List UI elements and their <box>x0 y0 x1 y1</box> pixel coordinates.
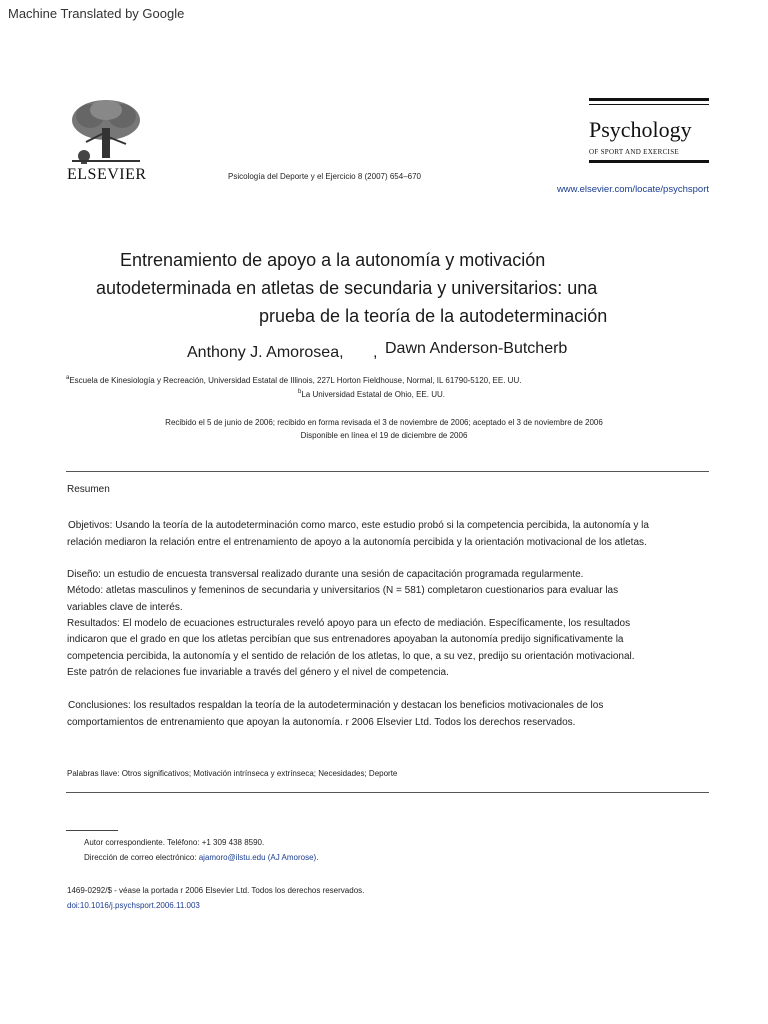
abstract-method-line: variables clave de interés. <box>67 602 183 613</box>
publisher-wordmark: ELSEVIER <box>67 166 147 183</box>
logo-rule-top-thin <box>589 104 709 105</box>
author-separator: , <box>373 344 378 361</box>
affiliation-text: La Universidad Estatal de Ohio, EE. UU. <box>301 390 445 399</box>
logo-rule-bottom <box>589 160 709 163</box>
title-line: prueba de la teoría de la autodeterminación <box>259 306 608 326</box>
journal-logo-subtitle: OF SPORT AND EXERCISE <box>589 148 679 156</box>
journal-citation: Psicología del Deporte y el Ejercicio 8 (2007) 654–670 <box>228 172 422 181</box>
abstract-conclusions-line: comportamientos de entrenamiento que apoyan la autonomía. r 2006 Elsevier Ltd. Todos los derechos reservados. <box>67 717 576 728</box>
divider <box>66 792 709 793</box>
doi-link[interactable]: doi:10.1016/j.psychsport.2006.11.003 <box>67 901 200 910</box>
abstract-method-line: Método: atletas masculinos y femeninos de secundaria y universitarios (N = 581) completaron cuestionarios para evaluar las <box>67 585 619 596</box>
machine-translation-note: Machine Translated by Google <box>8 6 185 21</box>
article-title <box>60 246 708 330</box>
received-dates: Recibido el 5 de junio de 2006; recibido en forma revisada el 3 de noviembre de 2006; aceptado el 3 de noviembre de 2006 <box>165 418 603 427</box>
abstract-design: Diseño: un estudio de encuesta transversal realizado durante una sesión de capacitación programada regularmente. <box>67 569 584 580</box>
abstract-objectives-line: relación mediaron la relación entre el entrenamiento de apoyo a la autonomía percibida y la orientación motivacional de los atletas. <box>67 537 647 548</box>
title-line: Entrenamiento de apoyo a la autonomía y motivación <box>120 250 546 270</box>
journal-logo-title: Psychology <box>589 117 692 142</box>
keywords: Palabras llave: Otros significativos; Motivación intrínseca y extrínseca; Necesidades; Deporte <box>67 769 398 778</box>
available-date: Disponible en línea el 19 de diciembre de 2006 <box>300 431 468 440</box>
abstract-conclusions-line: Conclusiones: los resultados respaldan la teoría de la autodeterminación y destacan los beneficios motivacionales de los <box>68 700 604 711</box>
footnote-email <box>84 853 318 862</box>
issn-line: 1469-0292/$ - véase la portada r 2006 Elsevier Ltd. Todos los derechos reservados. <box>67 886 365 895</box>
footnote-corresponding: Autor correspondiente. Teléfono: +1 309 438 8590. <box>84 838 265 847</box>
affiliation-b <box>298 390 445 399</box>
journal-url-link[interactable]: www.elsevier.com/locate/psychsport <box>556 184 709 195</box>
divider <box>66 471 709 472</box>
affiliation-mark: b <box>298 389 302 395</box>
abstract-results-line: competencia percibida, la autonomía y el sentido de relación de los atletas, lo que, a su vez, predijo su orientación motivacional. <box>67 651 635 662</box>
abstract-results-line: Este patrón de relaciones fue invariable a través del género y el nivel de competencia. <box>67 667 449 678</box>
email-label: Dirección de correo electrónico: <box>84 853 199 862</box>
abstract-results-line: indicaron que el grado en que los atletas percibían que sus entrenadores apoyaban la autonomía predijo significativamente la <box>67 634 624 645</box>
affiliation-text: Escuela de Kinesiología y Recreación, Universidad Estatal de Illinois, 227L Horton Fieldhouse, Normal, IL 61790-5120, EE. UU. <box>69 376 522 385</box>
title-line: autodeterminada en atletas de secundaria y universitarios: una <box>96 278 598 298</box>
abstract-objectives-line: Objetivos: Usando la teoría de la autodeterminación como marco, este estudio probó si la competencia percibida, la autonomía y la <box>68 520 649 531</box>
logo-rule-top <box>589 98 709 101</box>
abstract-results-line: Resultados: El modelo de ecuaciones estructurales reveló apoyo para un efecto de mediación. Específicamente, los resultados <box>67 618 631 629</box>
author-1: Anthony J. Amorosea, <box>187 344 344 361</box>
email-link[interactable]: ajamoro@ilstu.edu (AJ Amorose). <box>198 853 319 862</box>
author-2: Dawn Anderson-Butcherb <box>385 340 568 357</box>
abstract-heading: Resumen <box>67 484 110 495</box>
affiliation-a <box>66 376 521 385</box>
footnote-rule <box>66 830 118 831</box>
affiliation-mark: a <box>66 375 70 381</box>
